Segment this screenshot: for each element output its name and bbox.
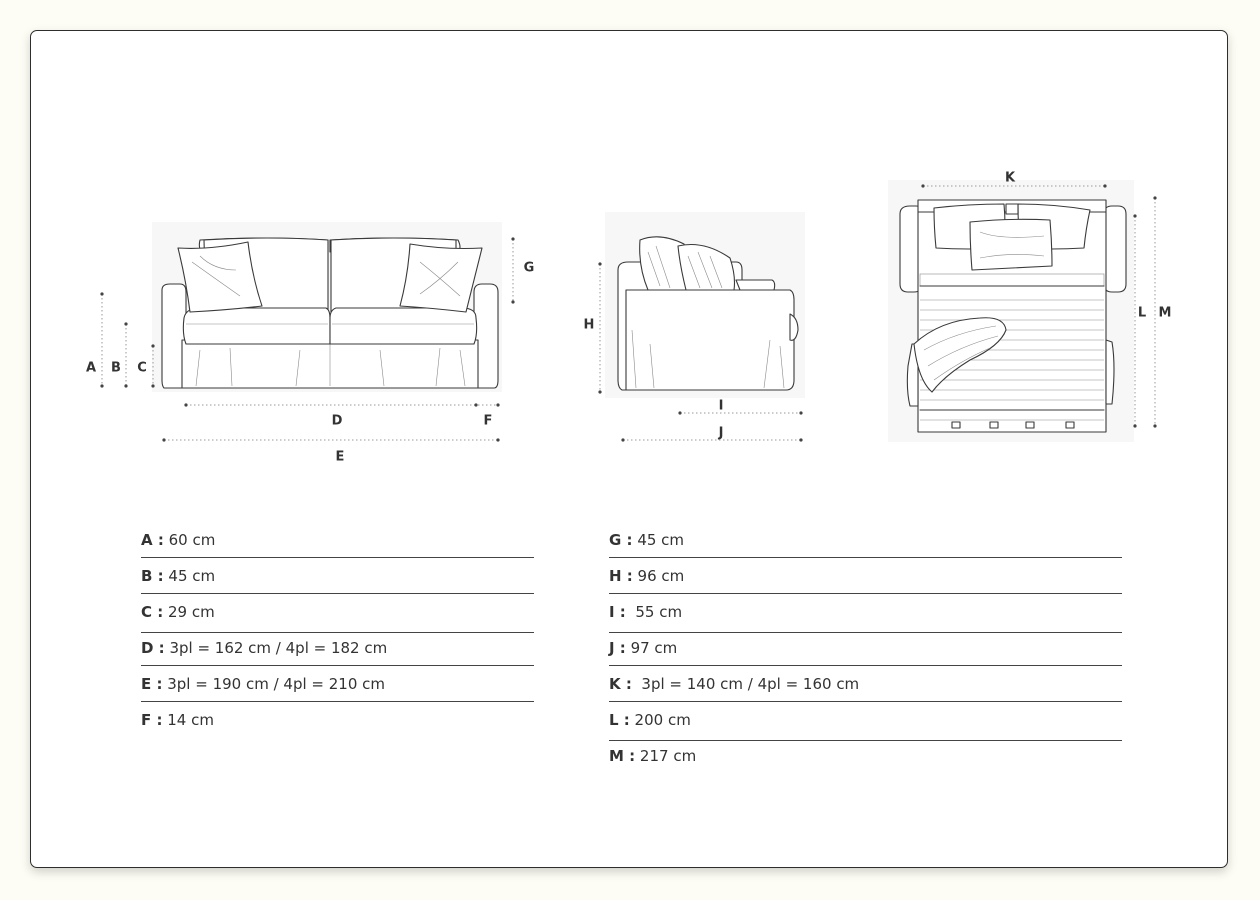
spec-value: 217 cm bbox=[635, 747, 697, 765]
spec-row-f bbox=[141, 702, 534, 738]
spec-key: C : bbox=[141, 603, 164, 621]
dim-label-c: C bbox=[137, 360, 147, 376]
spec-value: 55 cm bbox=[625, 603, 683, 621]
spec-row-g bbox=[609, 522, 1122, 558]
spec-value: 3pl = 162 cm / 4pl = 182 cm bbox=[164, 639, 388, 657]
spec-value: 14 cm bbox=[162, 711, 214, 729]
spec-key: G : bbox=[609, 531, 633, 549]
dim-label-b: B bbox=[111, 360, 121, 376]
spec-key: B : bbox=[141, 567, 164, 585]
spec-row-j bbox=[609, 633, 1122, 666]
spec-row-i bbox=[609, 594, 1122, 633]
spec-key: M : bbox=[609, 747, 636, 765]
dim-label-e: E bbox=[335, 449, 345, 465]
dim-label-k: K bbox=[1004, 170, 1016, 186]
spec-value: 96 cm bbox=[632, 567, 685, 585]
spec-value: 29 cm bbox=[163, 603, 215, 621]
dim-label-l: L bbox=[1137, 305, 1147, 321]
sofa-front-view bbox=[152, 222, 502, 392]
dim-label-i: I bbox=[718, 398, 724, 414]
spec-value: 3pl = 190 cm / 4pl = 210 cm bbox=[162, 675, 386, 693]
sofa-side-view bbox=[605, 212, 805, 398]
dim-label-m: M bbox=[1158, 305, 1172, 321]
spec-row-k bbox=[609, 666, 1122, 702]
spec-value: 45 cm bbox=[632, 531, 685, 549]
spec-key: E : bbox=[141, 675, 163, 693]
spec-key: F : bbox=[141, 711, 163, 729]
sofa-bed-top-view bbox=[888, 180, 1134, 442]
spec-value: 45 cm bbox=[163, 567, 216, 585]
spec-key: K : bbox=[609, 675, 632, 693]
spec-row-e bbox=[141, 666, 534, 702]
spec-value: 60 cm bbox=[163, 531, 216, 549]
spec-row-c bbox=[141, 594, 534, 633]
spec-row-a bbox=[141, 522, 534, 558]
dim-label-f: F bbox=[483, 413, 493, 429]
dim-label-g: G bbox=[523, 260, 535, 276]
dim-label-a: A bbox=[85, 360, 97, 376]
spec-key: D : bbox=[141, 639, 165, 657]
dim-label-h: H bbox=[583, 317, 595, 333]
dim-label-d: D bbox=[331, 413, 343, 429]
spec-value: 97 cm bbox=[625, 639, 678, 657]
spec-key: A : bbox=[141, 531, 164, 549]
dim-label-j: J bbox=[718, 425, 724, 441]
spec-row-b bbox=[141, 558, 534, 594]
spec-key: H : bbox=[609, 567, 633, 585]
spec-key: L : bbox=[609, 711, 630, 729]
spec-value: 3pl = 140 cm / 4pl = 160 cm bbox=[631, 675, 860, 693]
spec-value: 200 cm bbox=[629, 711, 691, 729]
spec-row-h bbox=[609, 558, 1122, 594]
spec-key: I : bbox=[609, 603, 626, 621]
spec-row-m bbox=[609, 738, 1122, 774]
spec-row-l bbox=[609, 702, 1122, 741]
spec-key: J : bbox=[609, 639, 626, 657]
spec-row-d bbox=[141, 633, 534, 666]
